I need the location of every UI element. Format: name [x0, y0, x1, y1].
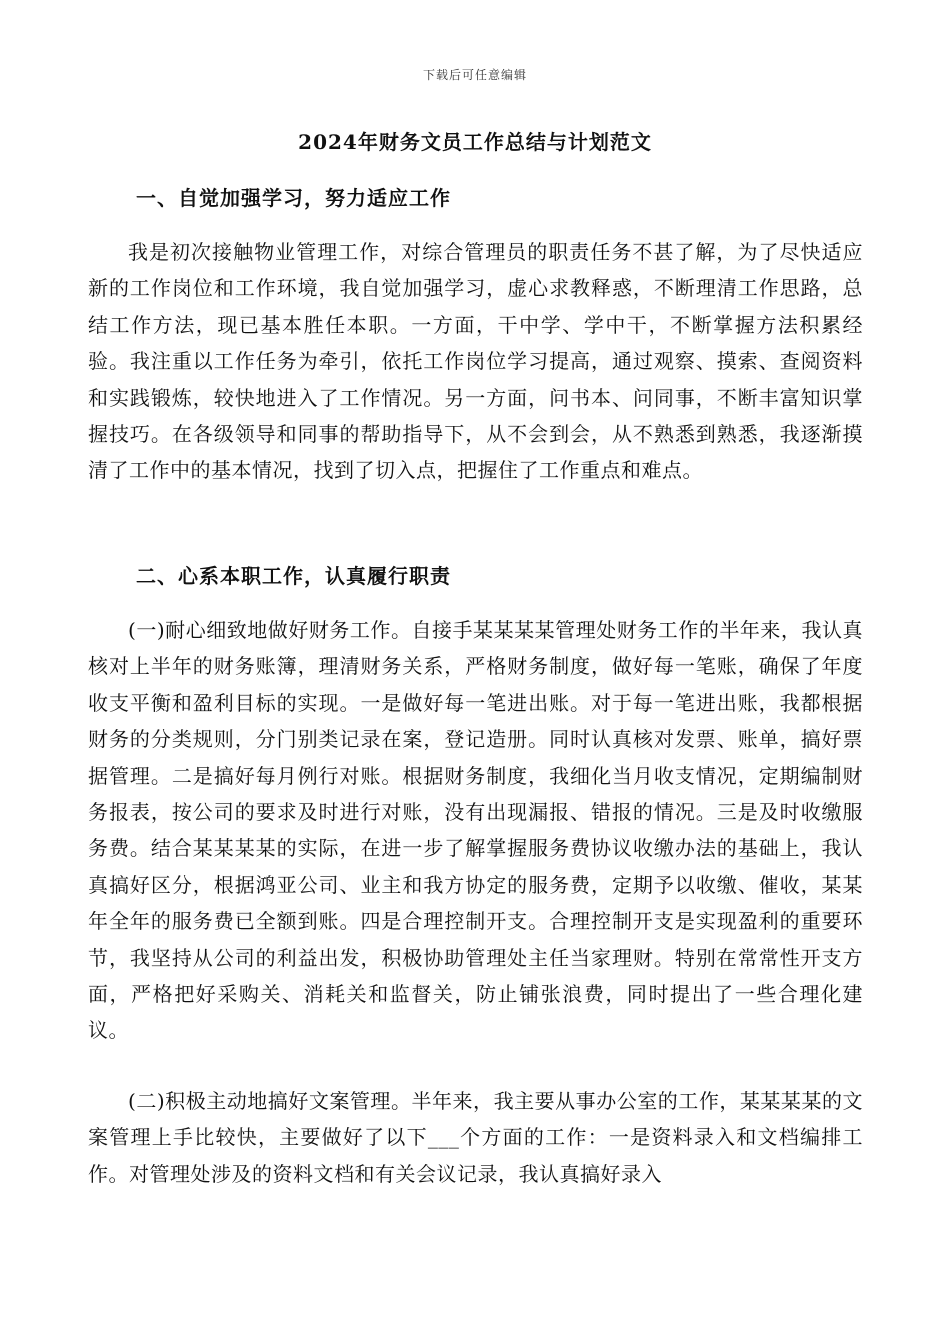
section-1-body — [88, 234, 863, 489]
section-heading: 二、心系本职工作，认真履行职责 — [136, 564, 451, 588]
header-note: 下载后可任意编辑 — [422, 68, 527, 82]
section-heading: 一、自觉加强学习，努力适应工作 — [136, 186, 451, 210]
section-2 — [88, 560, 863, 589]
section-2-body-2 — [88, 1083, 863, 1192]
section-1 — [88, 182, 863, 211]
paragraph: 我是初次接触物业管理工作，对综合管理员的职责任务不甚了解，为了尽快适应新的工作岗位和工作环境，我自觉加强学习，虚心求教释惑，不断理清工作思路，总结工作方法，现已基本胜任本职。一方面，干中学、学中干，不断掌握方法积累经验。我注重以工作任务为牵引，依托工作岗位学习提高，通过观察、摸索、查阅资料和实践锻炼，较快地进入了工作情况。另一方面，问书本、问同事，不断丰富知识掌握技巧。在各级领导和同事的帮助指导下，从不会到会，从不熟悉到熟悉，我逐渐摸清了工作中的基本情况，找到了切入点，把握住了工作重点和难点。 — [88, 240, 863, 483]
paragraph: (二)积极主动地搞好文案管理。半年来，我主要从事办公室的工作，某某某某的文案管理上手比较快，主要做好了以下___个方面的工作：一是资料录入和文档编排工作。对管理处涉及的资料文档和有关会议记录，我认真搞好录入 — [88, 1089, 863, 1186]
paragraph: (一)耐心细致地做好财务工作。自接手某某某某管理处财务工作的半年来，我认真核对上半年的财务账簿，理清财务关系，严格财务制度，做好每一笔账，确保了年度收支平衡和盈利目标的实现。一是做好每一笔进出账。对于每一笔进出账，我都根据财务的分类规则，分门别类记录在案，登记造册。同时认真核对发票、账单，搞好票据管理。二是搞好每月例行对账。根据财务制度，我细化当月收支情况，定期编制财务报表，按公司的要求及时进行对账，没有出现漏报、错报的情况。三是及时收缴服务费。结合某某某某的实际，在进一步了解掌握服务费协议收缴办法的基础上，我认真搞好区分，根据鸿亚公司、业主和我方协定的服务费，定期予以收缴、催收，某某年全年的服务费已全额到账。四是合理控制开支。合理控制开支是实现盈利的重要环节，我坚持从公司的利益出发，积极协助管理处主任当家理财。特别在常常性开支方面，严格把好采购关、消耗关和监督关，防止铺张浪费，同时提出了一些合理化建议。 — [88, 618, 863, 1043]
section-2-body-1 — [88, 612, 863, 1049]
document-title: 2024年财务文员工作总结与计划范文 — [298, 130, 652, 154]
